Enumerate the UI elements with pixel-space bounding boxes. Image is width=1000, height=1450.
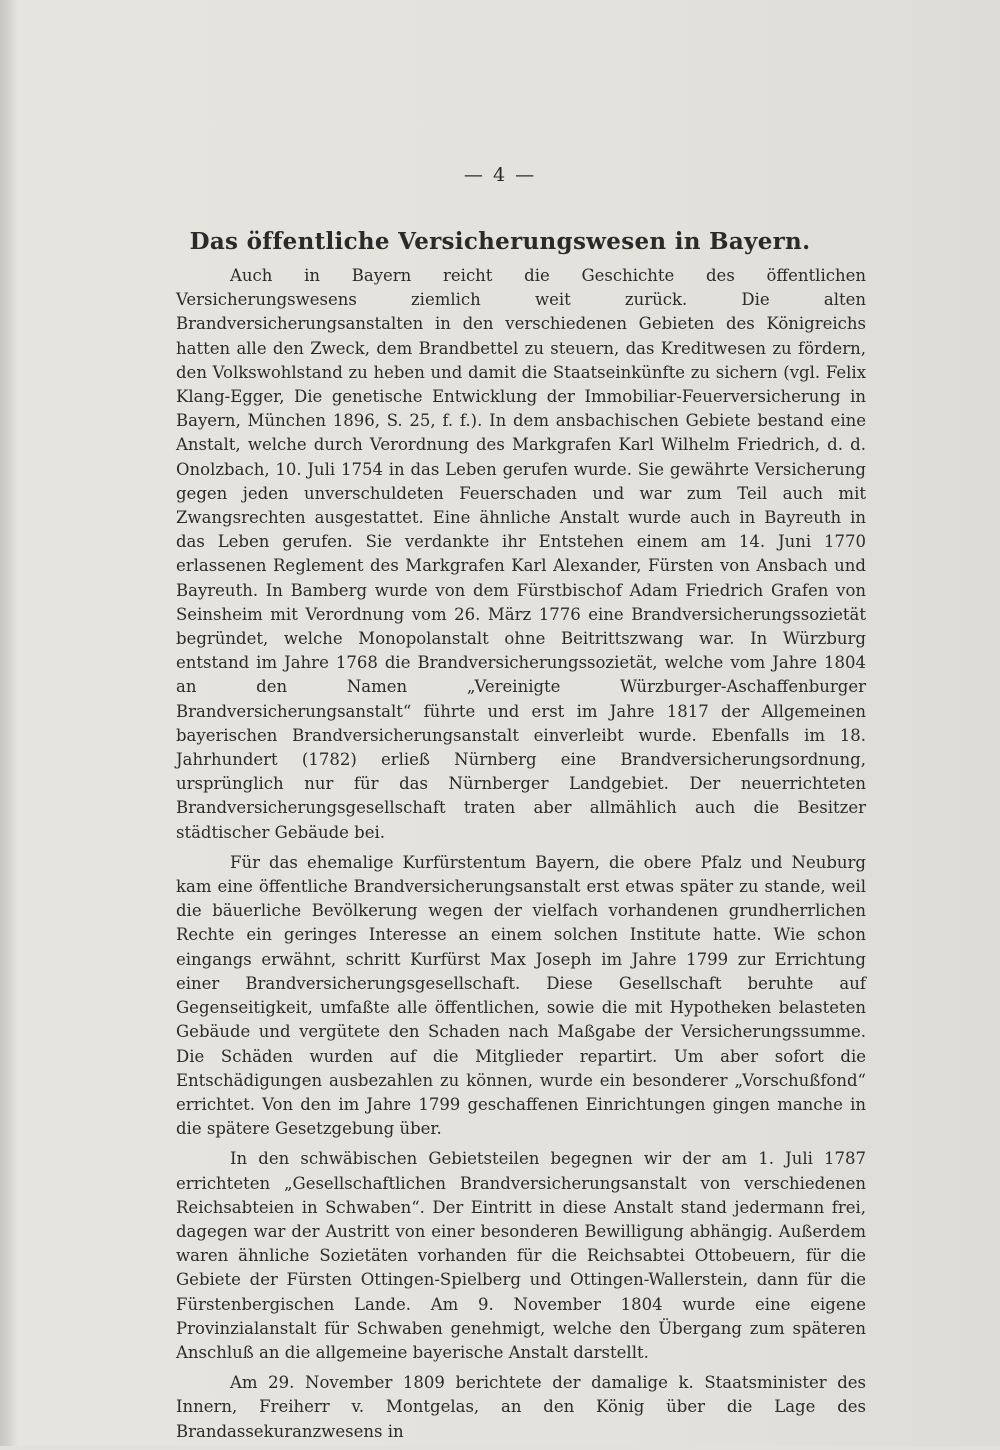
paragraph: Auch in Bayern reicht die Geschichte des öffentlichen Versicherungswesens ziemlich weit zurück. Die alten Brandversicherungsanstalten in den verschiedenen Gebieten des Königreichs hatten alle den Zweck, dem Brandbettel zu steuern, das Kreditwesen zu fördern, den Volkswohlstand zu heben und damit die Staatseinkünfte zu sichern (vgl. Felix Klang-Egger, Die genetische Entwicklung der Immobiliar-Feuerversicherung in Bayern, München 1896, S. 25, f. f.). In dem ansbachischen Gebiete bestand eine Anstalt, welche durch Verordnung des Markgrafen Karl Wilhelm Friedrich, d. d. Onolzbach, 10. Juli 1754 in das Leben gerufen wurde. Sie gewährte Versicherung gegen jeden unverschuldeten Feuerschaden und war zum Teil auch mit Zwangsrechten ausgestattet. Eine ähnliche Anstalt wurde auch in Bayreuth in das Leben gerufen. Sie verdankte ihr Entstehen einem am 14. Juni 1770 erlassenen Reglement des Markgrafen Karl Alexander, Fürsten von Ansbach und Bayreuth. In Bamberg wurde von dem Fürstbischof Adam Friedrich Grafen von Seinsheim mit Verordnung vom 26. März 1776 eine Brandversicherungssozietät begründet, welche Monopolanstalt ohne Beitrittszwang war. In Würzburg entstand im Jahre 1768 die Brandversicherungssozietät, welche vom Jahre 1804 an den Namen „Vereinigte Würzburger-Aschaffenburger Brandversicherungsanstalt“ führte und erst im Jahre 1817 der Allgemeinen bayerischen Brandversicherungsanstalt einverleibt wurde. Ebenfalls im 18. Jahrhundert (1782) erließ Nürnberg eine Brandversicherungsordnung, ursprünglich nur für das Nürnberger Landgebiet. Der neuerrichteten Brandversicherungsgesellschaft traten aber allmählich auch die Besitzer städtischer Gebäude bei. [176, 266, 866, 842]
binding-shadow [0, 0, 18, 1446]
paragraph: Für das ehemalige Kurfürstentum Bayern, die obere Pfalz und Neuburg kam eine öffentliche Brandversicherungsanstalt erst etwas später zu stande, weil die bäuerliche Bevölkerung wegen der vielfach vorhandenen grundherrlichen Rechte ein geringes Interesse an einem solchen Institute hatte. Wie schon eingangs erwähnt, schritt Kurfürst Max Joseph im Jahre 1799 zur Errichtung einer Brandversicherungsgesellschaft. Diese Gesellschaft beruhte auf Gegenseitigkeit, umfaßte alle öffentlichen, sowie die mit Hypotheken belasteten Gebäude und vergütete den Schaden nach Maßgabe der Versicherungssumme. Die Schäden wurden auf die Mitglieder repartirt. Um aber sofort die Entschädigungen ausbezahlen zu können, wurde ein besonderer „Vorschußfond“ errichtet. Von den im Jahre 1799 geschaffenen Einrichtungen gingen manche in die spätere Gesetzgebung über. [176, 852, 866, 1139]
paragraph: Am 29. November 1809 berichtete der damalige k. Staatsminister des Innern, Freiherr v. Montgelas, an den König über die Lage des Brandassekuranzwesens in [176, 1373, 866, 1441]
paragraph: In den schwäbischen Gebietsteilen begegnen wir der am 1. Juli 1787 errichteten „Gesellschaftlichen Brandversicherungsanstalt von verschiedenen Reichsabteien in Schwaben“. Der Eintritt in diese Anstalt stand jedermann frei, dagegen war der Austritt von einer besonderen Bewilligung abhängig. Außerdem waren ähnliche Sozietäten vorhanden für die Reichsabtei Ottobeuern, für die Gebiete der Fürsten Ottingen-Spielberg und Ottingen-Wallerstein, dann für die Fürstenbergischen Lande. Am 9. November 1804 wurde eine eigene Provinzialanstalt für Schwaben genehmigt, welche den Übergang zum späteren Anschluß an die allgemeine bayerische Anstalt darstellt. [176, 1149, 866, 1362]
body-text [176, 264, 866, 1450]
section-title: Das öffentliche Versicherungswesen in Bayern. [189, 228, 811, 255]
page-number: — 4 — [463, 164, 537, 186]
